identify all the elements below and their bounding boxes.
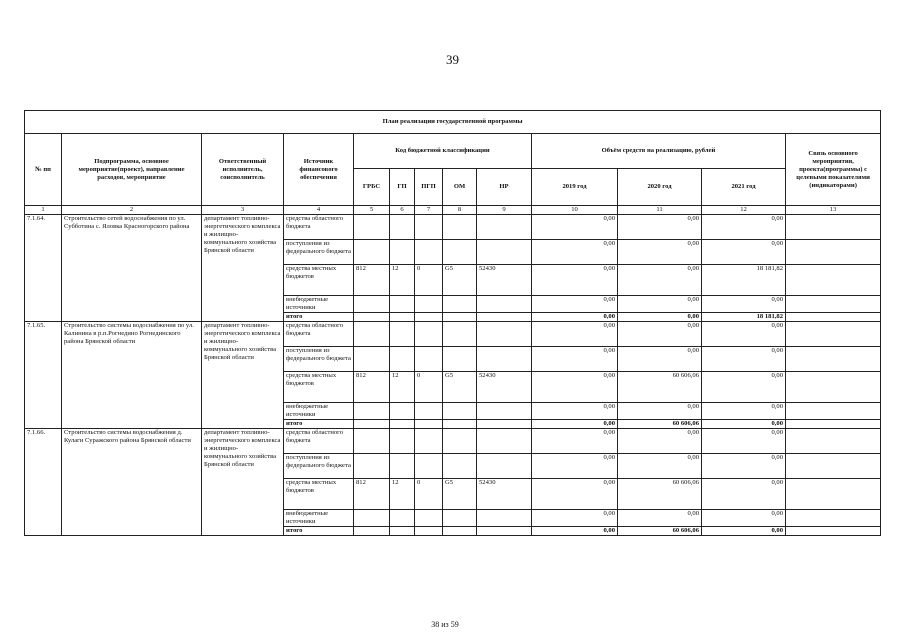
code-grbs bbox=[354, 403, 390, 420]
funding-source: средства местных бюджетов bbox=[284, 265, 354, 296]
item-executor: департамент топливно-энергетического комплекса и жилищно-коммунального хозяйства Брянской области bbox=[202, 322, 284, 429]
code-grbs bbox=[354, 527, 390, 536]
column-index-row bbox=[25, 206, 881, 215]
code-nr bbox=[477, 296, 532, 313]
code-nr bbox=[477, 403, 532, 420]
column-index-cell: 8 bbox=[443, 206, 477, 215]
header-2020: 2020 год bbox=[618, 169, 702, 206]
item-number: 7.1.65. bbox=[25, 322, 62, 429]
amount-2019: 0,00 bbox=[532, 420, 618, 429]
header-2019: 2019 год bbox=[532, 169, 618, 206]
column-index-cell: 12 bbox=[702, 206, 786, 215]
code-pgp bbox=[415, 420, 443, 429]
amount-2021: 0,00 bbox=[702, 510, 786, 527]
code-nr bbox=[477, 347, 532, 372]
code-grbs bbox=[354, 420, 390, 429]
table-row bbox=[25, 322, 881, 347]
amount-2019: 0,00 bbox=[532, 215, 618, 240]
amount-2019: 0,00 bbox=[532, 429, 618, 454]
column-index-cell: 4 bbox=[284, 206, 354, 215]
amount-2020: 0,00 bbox=[618, 240, 702, 265]
amount-2019: 0,00 bbox=[532, 527, 618, 536]
code-pgp: 0 bbox=[415, 372, 443, 403]
amount-2020: 0,00 bbox=[618, 429, 702, 454]
amount-2020: 60 606,06 bbox=[618, 479, 702, 510]
amount-2019: 0,00 bbox=[532, 322, 618, 347]
indicator-link bbox=[786, 240, 881, 265]
item-name: Строительство системы водоснабжения по ул. Калинина в р.п.Рогнедино Рогнединского района Брянской области bbox=[62, 322, 202, 429]
amount-2020: 0,00 bbox=[618, 347, 702, 372]
funding-source: итого bbox=[284, 527, 354, 536]
code-nr bbox=[477, 215, 532, 240]
code-grbs bbox=[354, 454, 390, 479]
header-code-group: Код бюджетной классификации bbox=[354, 134, 532, 169]
code-pgp: 0 bbox=[415, 265, 443, 296]
indicator-link bbox=[786, 313, 881, 322]
code-om bbox=[443, 313, 477, 322]
funding-source: средства местных бюджетов bbox=[284, 372, 354, 403]
code-grbs bbox=[354, 429, 390, 454]
indicator-link bbox=[786, 510, 881, 527]
header-subprogram: Подпрограмма, основное мероприятие(проект), направление расходов, мероприятие bbox=[62, 134, 202, 206]
item-executor: департамент топливно-энергетического комплекса и жилищно-коммунального хозяйства Брянской области bbox=[202, 429, 284, 536]
code-grbs bbox=[354, 313, 390, 322]
indicator-link bbox=[786, 527, 881, 536]
code-gp bbox=[390, 454, 415, 479]
amount-2020: 0,00 bbox=[618, 265, 702, 296]
code-pgp: 0 bbox=[415, 479, 443, 510]
funding-source: средства областного бюджета bbox=[284, 322, 354, 347]
amount-2020: 0,00 bbox=[618, 215, 702, 240]
code-nr bbox=[477, 322, 532, 347]
code-om bbox=[443, 454, 477, 479]
amount-2020: 0,00 bbox=[618, 322, 702, 347]
code-nr bbox=[477, 454, 532, 479]
funding-source: итого bbox=[284, 420, 354, 429]
amount-2021: 18 181,82 bbox=[702, 313, 786, 322]
code-nr bbox=[477, 527, 532, 536]
column-index-cell: 9 bbox=[477, 206, 532, 215]
code-grbs bbox=[354, 322, 390, 347]
header-2021: 2021 год bbox=[702, 169, 786, 206]
header-num: № пп bbox=[25, 134, 62, 206]
indicator-link bbox=[786, 296, 881, 313]
code-gp bbox=[390, 296, 415, 313]
amount-2021: 0,00 bbox=[702, 403, 786, 420]
code-grbs: 812 bbox=[354, 265, 390, 296]
indicator-link bbox=[786, 479, 881, 510]
code-om bbox=[443, 215, 477, 240]
amount-2019: 0,00 bbox=[532, 347, 618, 372]
column-index-cell: 1 bbox=[25, 206, 62, 215]
amount-2019: 0,00 bbox=[532, 313, 618, 322]
code-grbs bbox=[354, 347, 390, 372]
amount-2019: 0,00 bbox=[532, 372, 618, 403]
code-pgp bbox=[415, 296, 443, 313]
indicator-link bbox=[786, 347, 881, 372]
amount-2021: 0,00 bbox=[702, 372, 786, 403]
funding-source: средства областного бюджета bbox=[284, 429, 354, 454]
code-pgp bbox=[415, 429, 443, 454]
code-om bbox=[443, 527, 477, 536]
amount-2019: 0,00 bbox=[532, 454, 618, 479]
code-om bbox=[443, 296, 477, 313]
amount-2021: 0,00 bbox=[702, 240, 786, 265]
indicator-link bbox=[786, 265, 881, 296]
amount-2020: 60 606,06 bbox=[618, 527, 702, 536]
column-index-cell: 6 bbox=[390, 206, 415, 215]
indicator-link bbox=[786, 322, 881, 347]
code-nr: 52430 bbox=[477, 372, 532, 403]
code-grbs bbox=[354, 240, 390, 265]
page-number: 39 bbox=[446, 52, 459, 67]
code-grbs bbox=[354, 215, 390, 240]
amount-2019: 0,00 bbox=[532, 510, 618, 527]
table-body bbox=[25, 206, 881, 536]
code-pgp bbox=[415, 454, 443, 479]
amount-2019: 0,00 bbox=[532, 479, 618, 510]
funding-source: внебюджетные источники bbox=[284, 403, 354, 420]
table-row bbox=[25, 429, 881, 454]
code-pgp bbox=[415, 313, 443, 322]
amount-2020: 0,00 bbox=[618, 510, 702, 527]
code-gp bbox=[390, 420, 415, 429]
code-om bbox=[443, 347, 477, 372]
code-gp bbox=[390, 313, 415, 322]
code-nr: 52430 bbox=[477, 479, 532, 510]
code-gp bbox=[390, 527, 415, 536]
amount-2021: 0,00 bbox=[702, 322, 786, 347]
indicator-link bbox=[786, 420, 881, 429]
header-volume-group: Объём средств на реализацию, рублей bbox=[532, 134, 786, 169]
code-gp: 12 bbox=[390, 479, 415, 510]
item-executor: департамент топливно-энергетического комплекса и жилищно-коммунального хозяйства Брянской области bbox=[202, 215, 284, 322]
column-index-cell: 10 bbox=[532, 206, 618, 215]
header-grbs: ГРБС bbox=[354, 169, 390, 206]
column-index-cell: 2 bbox=[62, 206, 202, 215]
amount-2019: 0,00 bbox=[532, 240, 618, 265]
indicator-link bbox=[786, 372, 881, 403]
page-footer: 38 из 59 bbox=[431, 620, 459, 629]
column-index-cell: 5 bbox=[354, 206, 390, 215]
indicator-link bbox=[786, 215, 881, 240]
code-grbs bbox=[354, 510, 390, 527]
code-nr bbox=[477, 420, 532, 429]
code-grbs: 812 bbox=[354, 479, 390, 510]
code-gp bbox=[390, 322, 415, 347]
code-pgp bbox=[415, 240, 443, 265]
indicator-link bbox=[786, 454, 881, 479]
code-pgp bbox=[415, 510, 443, 527]
code-om bbox=[443, 403, 477, 420]
code-gp bbox=[390, 510, 415, 527]
header-executor: Ответственный исполнитель, соисполнитель bbox=[202, 134, 284, 206]
header-gp: ГП bbox=[390, 169, 415, 206]
amount-2019: 0,00 bbox=[532, 265, 618, 296]
funding-source: поступления из федерального бюджета bbox=[284, 347, 354, 372]
column-index-cell: 7 bbox=[415, 206, 443, 215]
code-om bbox=[443, 322, 477, 347]
code-nr: 52430 bbox=[477, 265, 532, 296]
amount-2021: 0,00 bbox=[702, 479, 786, 510]
amount-2021: 18 181,82 bbox=[702, 265, 786, 296]
program-plan-table bbox=[24, 110, 881, 536]
amount-2019: 0,00 bbox=[532, 403, 618, 420]
header-om: ОМ bbox=[443, 169, 477, 206]
code-om: G5 bbox=[443, 479, 477, 510]
code-nr bbox=[477, 313, 532, 322]
funding-source: итого bbox=[284, 313, 354, 322]
code-pgp bbox=[415, 215, 443, 240]
code-pgp bbox=[415, 347, 443, 372]
funding-source: средства областного бюджета bbox=[284, 215, 354, 240]
amount-2020: 60 606,06 bbox=[618, 372, 702, 403]
item-name: Строительство сетей водоснабжения по ул. Субботина с. Яловка Красногорского района bbox=[62, 215, 202, 322]
code-pgp bbox=[415, 403, 443, 420]
code-grbs: 812 bbox=[354, 372, 390, 403]
code-gp bbox=[390, 215, 415, 240]
funding-source: поступления из федерального бюджета bbox=[284, 240, 354, 265]
amount-2021: 0,00 bbox=[702, 454, 786, 479]
code-gp bbox=[390, 429, 415, 454]
column-index-cell: 3 bbox=[202, 206, 284, 215]
code-om: G5 bbox=[443, 372, 477, 403]
code-om: G5 bbox=[443, 265, 477, 296]
amount-2021: 0,00 bbox=[702, 420, 786, 429]
indicator-link bbox=[786, 403, 881, 420]
code-om bbox=[443, 240, 477, 265]
code-nr bbox=[477, 510, 532, 527]
table-row bbox=[25, 215, 881, 240]
item-number: 7.1.64. bbox=[25, 215, 62, 322]
amount-2021: 0,00 bbox=[702, 296, 786, 313]
code-om bbox=[443, 420, 477, 429]
code-gp: 12 bbox=[390, 372, 415, 403]
amount-2020: 0,00 bbox=[618, 403, 702, 420]
header-link: Связь основного мероприятия, проекта(программы) с целевыми показателями (индикаторами) bbox=[786, 134, 881, 206]
amount-2020: 60 606,06 bbox=[618, 420, 702, 429]
header-source: Источник финансового обеспечения bbox=[284, 134, 354, 206]
amount-2021: 0,00 bbox=[702, 429, 786, 454]
column-index-cell: 11 bbox=[618, 206, 702, 215]
table-title: План реализации государственной программы bbox=[25, 111, 881, 134]
amount-2020: 0,00 bbox=[618, 296, 702, 313]
code-nr bbox=[477, 429, 532, 454]
amount-2021: 0,00 bbox=[702, 215, 786, 240]
funding-source: внебюджетные источники bbox=[284, 510, 354, 527]
amount-2020: 0,00 bbox=[618, 313, 702, 322]
code-gp bbox=[390, 240, 415, 265]
header-pgp: ПГП bbox=[415, 169, 443, 206]
item-number: 7.1.66. bbox=[25, 429, 62, 536]
code-pgp bbox=[415, 527, 443, 536]
amount-2021: 0,00 bbox=[702, 347, 786, 372]
funding-source: средства местных бюджетов bbox=[284, 479, 354, 510]
amount-2021: 0,00 bbox=[702, 527, 786, 536]
code-gp: 12 bbox=[390, 265, 415, 296]
code-om bbox=[443, 510, 477, 527]
amount-2019: 0,00 bbox=[532, 296, 618, 313]
code-gp bbox=[390, 403, 415, 420]
indicator-link bbox=[786, 429, 881, 454]
code-grbs bbox=[354, 296, 390, 313]
code-gp bbox=[390, 347, 415, 372]
item-name: Строительство системы водоснабжения д. Кулаги Суражского района Брянской области bbox=[62, 429, 202, 536]
amount-2020: 0,00 bbox=[618, 454, 702, 479]
funding-source: поступления из федерального бюджета bbox=[284, 454, 354, 479]
funding-source: внебюджетные источники bbox=[284, 296, 354, 313]
code-pgp bbox=[415, 322, 443, 347]
code-nr bbox=[477, 240, 532, 265]
code-om bbox=[443, 429, 477, 454]
header-nr: НР bbox=[477, 169, 532, 206]
column-index-cell: 13 bbox=[786, 206, 881, 215]
